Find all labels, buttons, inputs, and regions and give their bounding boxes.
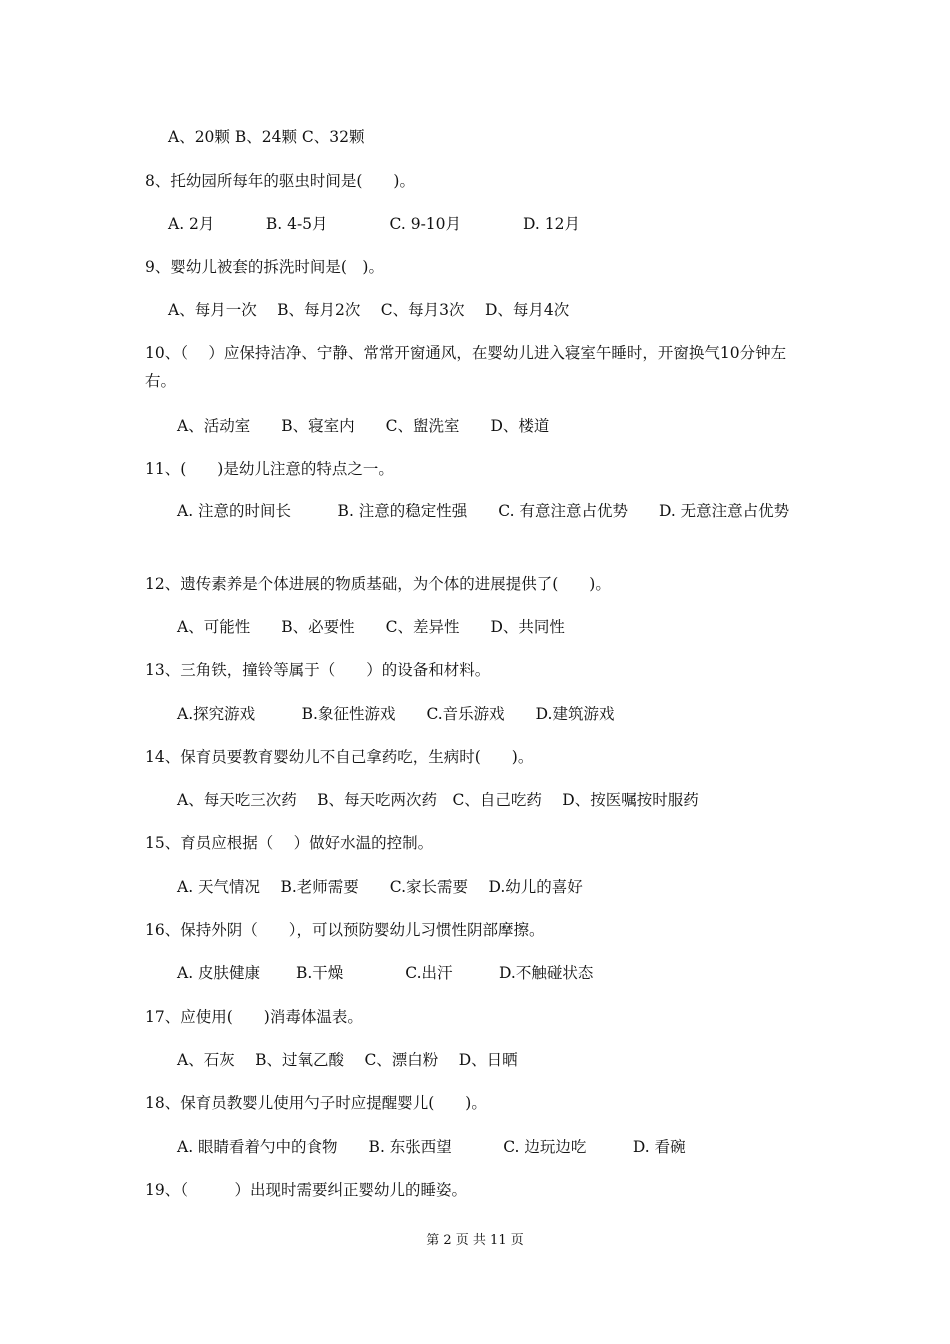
question-17: 17、应使用( )消毒体温表。: [145, 1008, 363, 1026]
option-line: A、20颗 B、24颗 C、32颗: [168, 128, 365, 146]
question-13: 13、三角铁，撞铃等属于（ ）的设备和材料。: [145, 661, 491, 679]
options-14: A、每天吃三次药 B、每天吃两次药 C、自己吃药 D、按医嘱按时服药: [177, 791, 699, 809]
question-11: 11、( )是幼儿注意的特点之一。: [145, 460, 394, 478]
options-9: A、每月一次 B、每月2次 C、每月3次 D、每月4次: [168, 301, 570, 319]
question-9: 9、婴幼儿被套的拆洗时间是( )。: [145, 258, 384, 276]
question-16: 16、保持外阴（ ），可以预防婴幼儿习惯性阴部摩擦。: [145, 921, 545, 939]
question-19: 19、（ ）出现时需要纠正婴幼儿的睡姿。: [145, 1181, 467, 1199]
page-footer: 第 2 页 共 11 页: [426, 1233, 524, 1248]
options-12: A、可能性 B、必要性 C、差异性 D、共同性: [177, 618, 565, 636]
options-15: A. 天气情况 B.老师需要 C.家长需要 D.幼儿的喜好: [177, 878, 583, 896]
options-11: A. 注意的时间长 B. 注意的稳定性强 C. 有意注意占优势 D. 无意注意占优势: [177, 502, 790, 520]
question-8: 8、托幼园所每年的驱虫时间是( )。: [145, 172, 415, 190]
options-13: A.探究游戏 B.象征性游戏 C.音乐游戏 D.建筑游戏: [177, 705, 615, 723]
question-18: 18、保育员教婴儿使用勺子时应提醒婴儿( )。: [145, 1094, 487, 1112]
options-16: A. 皮肤健康 B.干燥 C.出汗 D.不触碰状态: [177, 964, 594, 982]
options-17: A、石灰 B、过氧乙酸 C、漂白粉 D、日晒: [177, 1051, 518, 1069]
question-10: 10、（ ）应保持洁净、宁静、常常开窗通风，在婴幼儿进入寝室午睡时，开窗换气10分钟左右。: [145, 344, 787, 390]
question-12: 12、遗传素养是个体进展的物质基础，为个体的进展提供了( )。: [145, 575, 611, 593]
question-15: 15、育员应根据（ ）做好水温的控制。: [145, 834, 434, 852]
options-8: A. 2月 B. 4-5月 C. 9-10月 D. 12月: [168, 215, 580, 233]
question-14: 14、保育员要教育婴幼儿不自己拿药吃，生病时( )。: [145, 748, 534, 766]
options-18: A. 眼睛看着勺中的食物 B. 东张西望 C. 边玩边吃 D. 看碗: [177, 1138, 686, 1156]
options-10: A、活动室 B、寝室内 C、盥洗室 D、楼道: [177, 417, 550, 435]
